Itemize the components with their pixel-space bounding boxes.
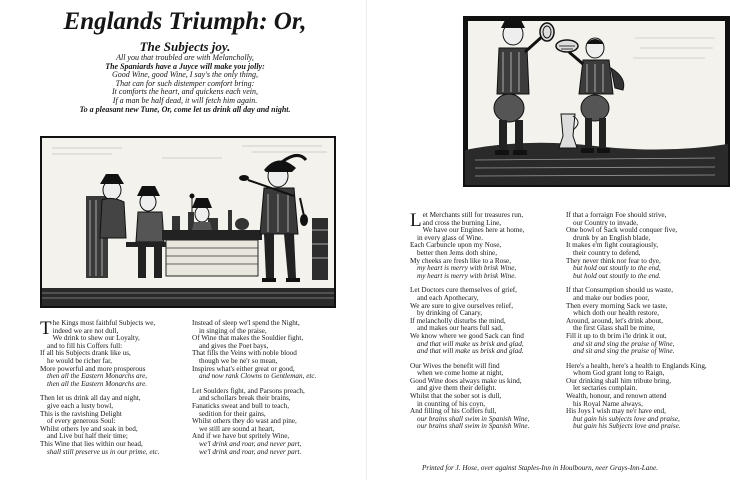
verse-line: It makes e'm fight couragiously, <box>566 241 659 250</box>
verse-line: which doth our health restore, <box>573 309 660 318</box>
verse-line: Fanaticks sweat and bull to teach, <box>192 401 290 410</box>
verse-line: we still are sound at heart, <box>199 424 275 433</box>
stanza <box>410 363 562 431</box>
stanza <box>40 395 192 456</box>
intro-line: The Spaniards have a Juyce will make you jolly: <box>105 61 265 71</box>
verse-line: then all the Eastern Monarchs are. <box>47 379 148 388</box>
tune-line: To a pleasant new Tune, Or, come let us drink all day and night. <box>79 104 291 114</box>
verse-line: and sit and sing the praise of Wine. <box>573 347 675 356</box>
verse-line: and now rank Clowns to Gentleman, etc. <box>199 372 317 381</box>
verse-line: then all the Eastern Monarchs are, <box>47 372 148 381</box>
verse-line: by drinking of Canary, <box>417 309 483 318</box>
verse-column-1 <box>40 320 192 463</box>
verse-line: Wealth, honour, and renown attend <box>566 392 667 401</box>
verse-line: but hold out stoutly to the end. <box>573 271 661 280</box>
verse-line: and schollars break their brains, <box>199 394 291 403</box>
verse-line: Then every morning Sack we taste, <box>566 301 668 310</box>
stanza <box>566 287 732 355</box>
verse-line: their country to defend, <box>573 248 641 257</box>
verse-line: shall still preserve us in our prime, etc. <box>47 447 160 456</box>
verse-line: et Merchants still for treasures run, <box>422 211 524 219</box>
verse-line: our brains shall swim in Spanish Wine. <box>417 422 530 431</box>
verse-line: he Kings most faithful Subjects we, <box>52 319 156 327</box>
verse-line: Of Wine that makes the Souldier fight, <box>192 334 304 343</box>
verse-line: in counting of his coyn, <box>417 399 486 408</box>
verse-line: sedition for their gains, <box>199 409 266 418</box>
verse-line: though we be ne'r so mean, <box>199 356 278 365</box>
verse-line: give each a lusty bowl, <box>47 401 114 410</box>
drop-cap: L <box>410 210 422 231</box>
verse-line: drunk by an English blade, <box>573 233 651 242</box>
verse-line: If that Consumption should us waste, <box>566 286 674 295</box>
verse-line: in singing of the praise, <box>199 326 267 335</box>
verse-column-2 <box>192 320 342 463</box>
verse-line: Inspires what's either great or good, <box>192 364 295 373</box>
verse-line: in every glass of Wine. <box>417 233 484 242</box>
verse-line: my heart is merry with brisk Wine. <box>417 271 517 280</box>
verse-line: and that will make us brisk and glad. <box>417 347 524 356</box>
ballad-subtitle: The Subjects joy. <box>139 39 231 54</box>
stanza <box>192 388 342 456</box>
verse-line: we'l drink and roar, and never part, <box>199 439 302 448</box>
verse-line: They never think nor fear to dye, <box>566 256 661 265</box>
ballad-title: Englands Triumph: Or, <box>63 8 307 35</box>
verse-line: my heart is merry with brisk Wine, <box>417 264 517 273</box>
verse-line: Then let us drink all day and night, <box>40 394 141 403</box>
verse-line: That fills the Veins with noble blood <box>192 349 297 358</box>
intro-line: Good Wine, good Wine, I say's the only thing, <box>112 70 258 80</box>
verse-line: and give them their delight. <box>417 384 497 393</box>
verse-line: Whilst that the sober sot is dull, <box>410 392 502 401</box>
intro-line: It comforts the heart, and quickens each vein, <box>112 87 258 97</box>
verse-line: If melancholly disturbs the mind, <box>410 316 506 325</box>
page-fold-line <box>366 0 367 480</box>
verse-line: And filling of his Coffers full, <box>410 407 497 416</box>
two-men-toasting-woodcut <box>463 16 730 187</box>
verse-line: Each Carbuncle upon my Nose, <box>410 241 502 250</box>
tavern-drinking-scene-woodcut <box>40 136 336 308</box>
verse-line: This is the ravishing Delight <box>40 409 122 418</box>
verse-line: but hold out stoutly to the end, <box>573 264 661 273</box>
verse-line: and cross the burning Line, <box>422 218 502 227</box>
verse-line: Whilst others lye and soak in bed, <box>40 424 138 433</box>
verse-line: and make our bodies poor, <box>573 293 650 302</box>
verse-line: If all his Subjects drank like us, <box>40 349 131 358</box>
verse-line: indeed we are not dull, <box>52 326 119 335</box>
stanza <box>40 320 192 388</box>
verse-line: One bowl of Sack would conquer five, <box>566 226 678 235</box>
drop-cap: T <box>40 318 52 339</box>
verse-line: he would be richer far, <box>47 356 112 365</box>
verse-line: but gain his Subjects love and praise. <box>573 422 681 431</box>
verse-line: his Royal Name always, <box>573 399 643 408</box>
verse-line: Let Soulders fight, and Parsons preach, <box>192 386 305 395</box>
verse-line: Our drinking shall him tribute bring, <box>566 376 672 385</box>
verse-line: our brains shall swim in Spanish Wine, <box>417 414 530 423</box>
verse-line: We have our Engines here at home, <box>422 226 525 235</box>
verse-line: and sit and sing the praise of Wine, <box>573 339 675 348</box>
verse-line: This Wine that lies within our head, <box>40 439 143 448</box>
verse-line: Here's a health, here's a health to Englands King, <box>566 361 707 370</box>
verse-line: when we come home at night, <box>417 369 504 378</box>
verse-line: and gives the Poet bays, <box>199 341 269 350</box>
stanza <box>566 212 732 280</box>
verse-line: and to fill his Coffers full: <box>47 341 123 350</box>
verse-line: We know where we good Sack can find <box>410 331 524 340</box>
stanza <box>410 212 562 280</box>
verse-line: Our Wives the benefit will find <box>410 361 500 370</box>
intro-line: If a man be half dead, it will fetch him again. <box>112 95 258 105</box>
verse-line: His Joys I wish may ne'r have end, <box>566 407 666 416</box>
verse-line: and each Apothecary, <box>417 293 479 302</box>
printer-imprint: Printed for J. Hose, over against Staples-Inn in Houlbourn, neer Grays-Inn-Lane. <box>422 464 658 472</box>
stanza <box>566 363 732 431</box>
verse-line: whom God grant long to Raign, <box>573 369 665 378</box>
verse-line: and Live but half their time; <box>47 432 128 441</box>
verse-line: Whilst others they do wast and pine, <box>192 417 297 426</box>
verse-line: Let Doctors cure themselves of grief, <box>410 286 517 295</box>
verse-line: We drink to shew our Loyalty, <box>52 334 140 343</box>
intro-line: All you that troubled are with Melancholly, <box>116 53 254 62</box>
verse-line: We are sure to give ourselves relief, <box>410 301 513 310</box>
verse-line: our Country to invade, <box>573 218 639 227</box>
verse-line: My cheeks are fresh like to a Rose, <box>410 256 511 265</box>
verse-line: If that a forraign Foe should strive, <box>566 211 667 219</box>
stanza <box>192 320 342 381</box>
stanza <box>410 287 562 355</box>
verse-line: Instead of sleep we'l spend the Night, <box>192 319 300 327</box>
intro-line: That can for such distemper comfort bring: <box>115 78 255 88</box>
verse-column-3 <box>410 212 562 438</box>
verse-line: we'l drink and roar, and never part. <box>199 447 302 456</box>
verse-line: Good Wine does always make us kind, <box>410 376 522 385</box>
verse-line: More powerful and more prosperous <box>40 364 146 373</box>
verse-line: but gain his subjects love and praise, <box>573 414 680 423</box>
verse-line: the first Glass shall be mine, <box>573 324 655 333</box>
verse-line: Around, around, let's drink about, <box>566 316 663 325</box>
verse-column-4 <box>566 212 732 438</box>
verse-line: of every generous Soul: <box>47 417 116 426</box>
verse-line: let sectaries complain. <box>573 384 638 393</box>
verse-line: and makes our hearts full sad, <box>417 324 503 333</box>
verse-line: better then Jems doth shine, <box>417 248 498 257</box>
verse-line: and that will make us brisk and glad, <box>417 339 524 348</box>
verse-line: Fill it up to th brim i'le drink it out, <box>566 331 667 340</box>
verse-line: And if we have but spritely Wine, <box>192 432 290 441</box>
intro-verse <box>40 54 330 114</box>
